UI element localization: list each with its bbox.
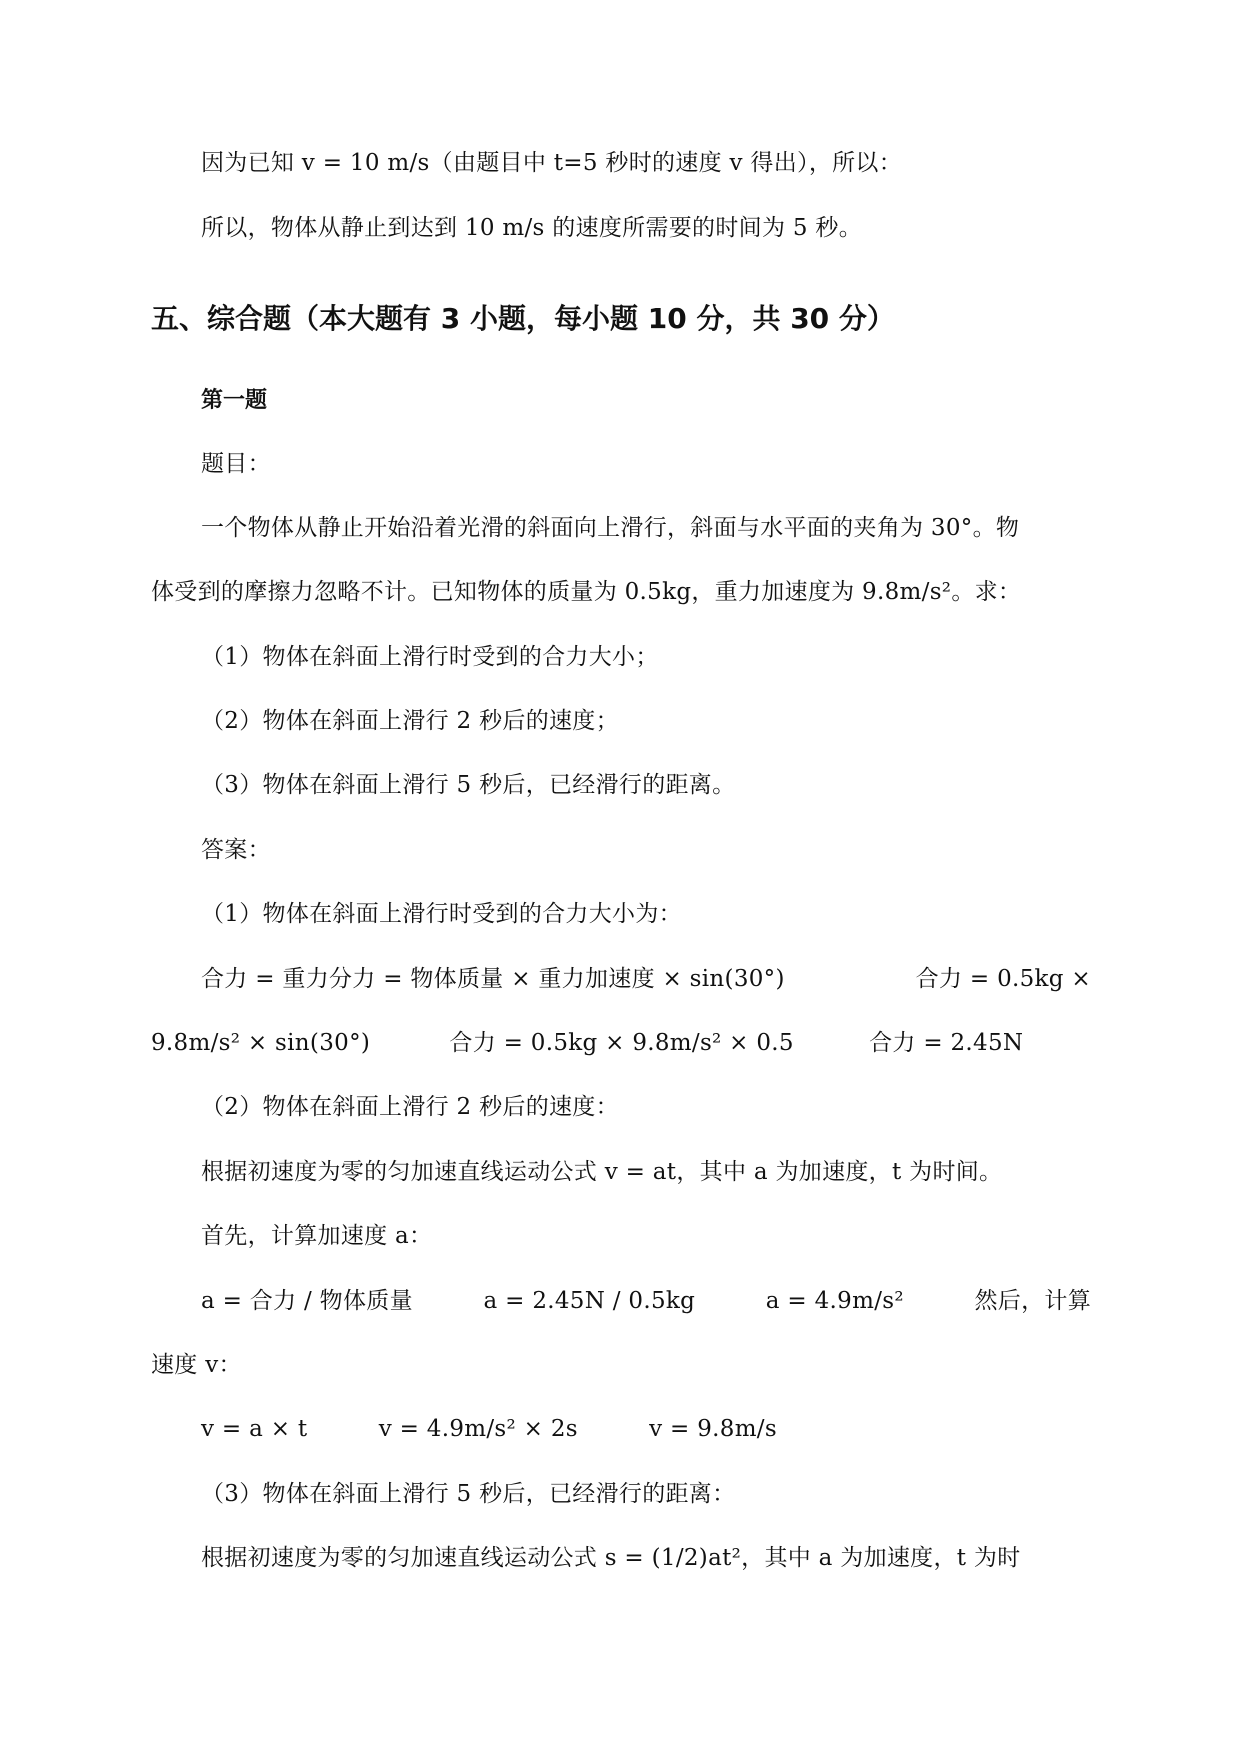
question-part-2: （2）物体在斜面上滑行 2 秒后的速度； [201,708,619,734]
question-body-line-1: 一个物体从静止开始沿着光滑的斜面向上滑行，斜面与水平面的夹角为 30°。物 [201,515,1020,541]
answer-1-calc-part-1: 合力 = 重力分力 = 物体质量 × 重力加速度 × sin(30°) [201,966,785,992]
answer-2-accel-part-3: a = 4.9m/s² [765,1288,904,1314]
answer-2-formula: 根据初速度为零的匀加速直线运动公式 v = at，其中 a 为加速度，t 为时间。 [201,1159,1003,1185]
text-line-time-conclusion: 所以，物体从静止到达到 10 m/s 的速度所需要的时间为 5 秒。 [201,215,863,241]
answer-2-velocity-label: 速度 v： [151,1352,242,1378]
answer-label: 答案： [201,837,271,863]
answer-2-velocity-line [201,1414,777,1444]
answer-1-calc-line-1 [201,964,1091,994]
answer-2-velocity-result: v = 9.8m/s [649,1416,777,1442]
section-heading: 五、综合题（本大题有 3 小题，每小题 10 分，共 30 分） [151,302,895,335]
question-part-3: （3）物体在斜面上滑行 5 秒后，已经滑行的距离。 [201,772,736,798]
answer-2-title: （2）物体在斜面上滑行 2 秒后的速度： [201,1094,619,1120]
answer-1-calc-part-3: 9.8m/s² × sin(30°) [151,1030,371,1056]
answer-3-formula: 根据初速度为零的匀加速直线运动公式 s = (1/2)at²，其中 a 为加速度，t 为时 [201,1545,1021,1571]
answer-1-calc-line-2 [151,1028,1023,1058]
answer-3-title: （3）物体在斜面上滑行 5 秒后，已经滑行的距离： [201,1481,736,1507]
answer-2-accel-part-2: a = 2.45N / 0.5kg [483,1288,696,1314]
question-body-line-2: 体受到的摩擦力忽略不计。已知物体的质量为 0.5kg，重力加速度为 9.8m/s²。求： [151,579,1022,605]
answer-1-calc-part-4: 合力 = 0.5kg × 9.8m/s² × 0.5 [449,1030,794,1056]
answer-2-velocity-part-2: v = 4.9m/s² × 2s [378,1416,578,1442]
answer-1-calc-part-2: 合力 = 0.5kg × [915,966,1091,992]
answer-2-accel-part-1: a = 合力 / 物体质量 [201,1288,413,1314]
answer-1-calc-result: 合力 = 2.45N [869,1030,1024,1056]
answer-2-accel-line [201,1286,1091,1316]
text-line-velocity-known: 因为已知 v = 10 m/s（由题目中 t=5 秒时的速度 v 得出），所以： [201,150,903,176]
answer-2-first-step: 首先，计算加速度 a： [201,1223,433,1249]
answer-1-title: （1）物体在斜面上滑行时受到的合力大小为： [201,901,682,927]
question-label: 题目： [201,451,271,477]
answer-2-then-text: 然后，计算 [974,1288,1091,1314]
question-part-1: （1）物体在斜面上滑行时受到的合力大小； [201,644,659,670]
question-title: 第一题 [201,388,268,413]
answer-2-velocity-part-1: v = a × t [201,1416,308,1442]
